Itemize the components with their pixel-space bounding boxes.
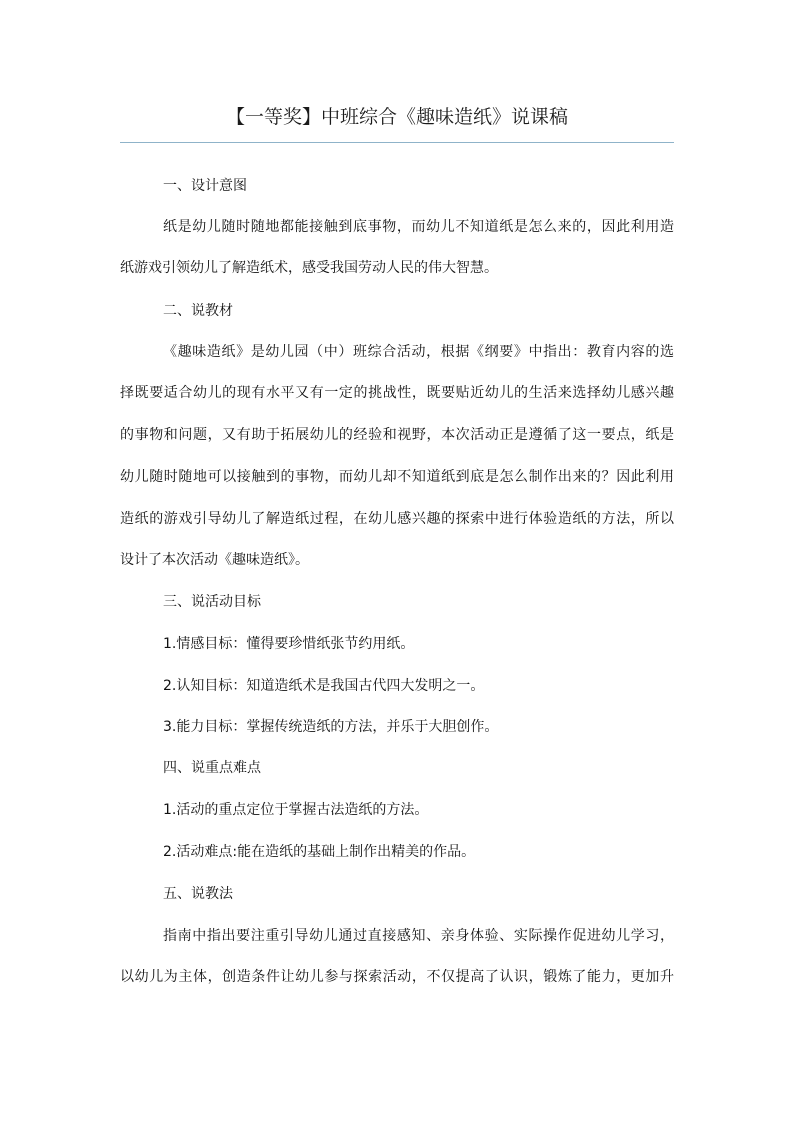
paragraph-line: 以幼儿为主体，创造条件让幼儿参与探索活动，不仅提高了认识，锻炼了能力，更加升	[120, 969, 674, 985]
title-divider	[120, 142, 674, 143]
section-heading-key-points: 四、说重点难点	[163, 760, 261, 776]
section-heading-materials: 二、说教材	[163, 303, 233, 319]
section-heading-teaching-method: 五、说教法	[163, 886, 233, 902]
paragraph-line: 指南中指出要注重引导幼儿通过直接感知、亲身体验、实际操作促进幼儿学习，	[163, 928, 674, 944]
paragraph-line: 纸是幼儿随时随地都能接触到底事物，而幼儿不知道纸是怎么来的，因此利用造	[163, 219, 674, 235]
paragraph-line: 《趣味造纸》是幼儿园（中）班综合活动，根据《纲要》中指出：教育内容的选	[163, 344, 674, 360]
paragraph-line: 设计了本次活动《趣味造纸》。	[120, 552, 309, 568]
paragraph-line: 造纸的游戏引导幼儿了解造纸过程，在幼儿感兴趣的探索中进行体验造纸的方法，所以	[120, 511, 674, 527]
document-title: 【一等奖】中班综合《趣味造纸》说课稿	[225, 106, 568, 128]
paragraph-line: 纸游戏引领幼儿了解造纸术，感受我国劳动人民的伟大智慧。	[120, 260, 498, 276]
paragraph-line: 择既要适合幼儿的现有水平又有一定的挑战性，既要贴近幼儿的生活来选择幼儿感兴趣	[120, 385, 674, 401]
difficulty-item: 2.活动难点:能在造纸的基础上制作出精美的作品。	[163, 844, 476, 860]
key-point-item: 1.活动的重点定位于掌握古法造纸的方法。	[163, 802, 429, 818]
goal-item-emotion: 1.情感目标：懂得要珍惜纸张节约用纸。	[163, 636, 415, 652]
goal-item-cognition: 2.认知目标：知道造纸术是我国古代四大发明之一。	[163, 678, 485, 694]
paragraph-line: 的事物和问题，又有助于拓展幼儿的经验和视野，本次活动正是遵循了这一要点，纸是	[120, 427, 674, 443]
section-heading-design-intent: 一、设计意图	[163, 178, 247, 194]
goal-item-ability: 3.能力目标：掌握传统造纸的方法，并乐于大胆创作。	[163, 719, 499, 735]
paragraph-line: 幼儿随时随地可以接触到的事物，而幼儿却不知道纸到底是怎么制作出来的？因此利用	[120, 469, 674, 485]
section-heading-goals: 三、说活动目标	[163, 594, 261, 610]
